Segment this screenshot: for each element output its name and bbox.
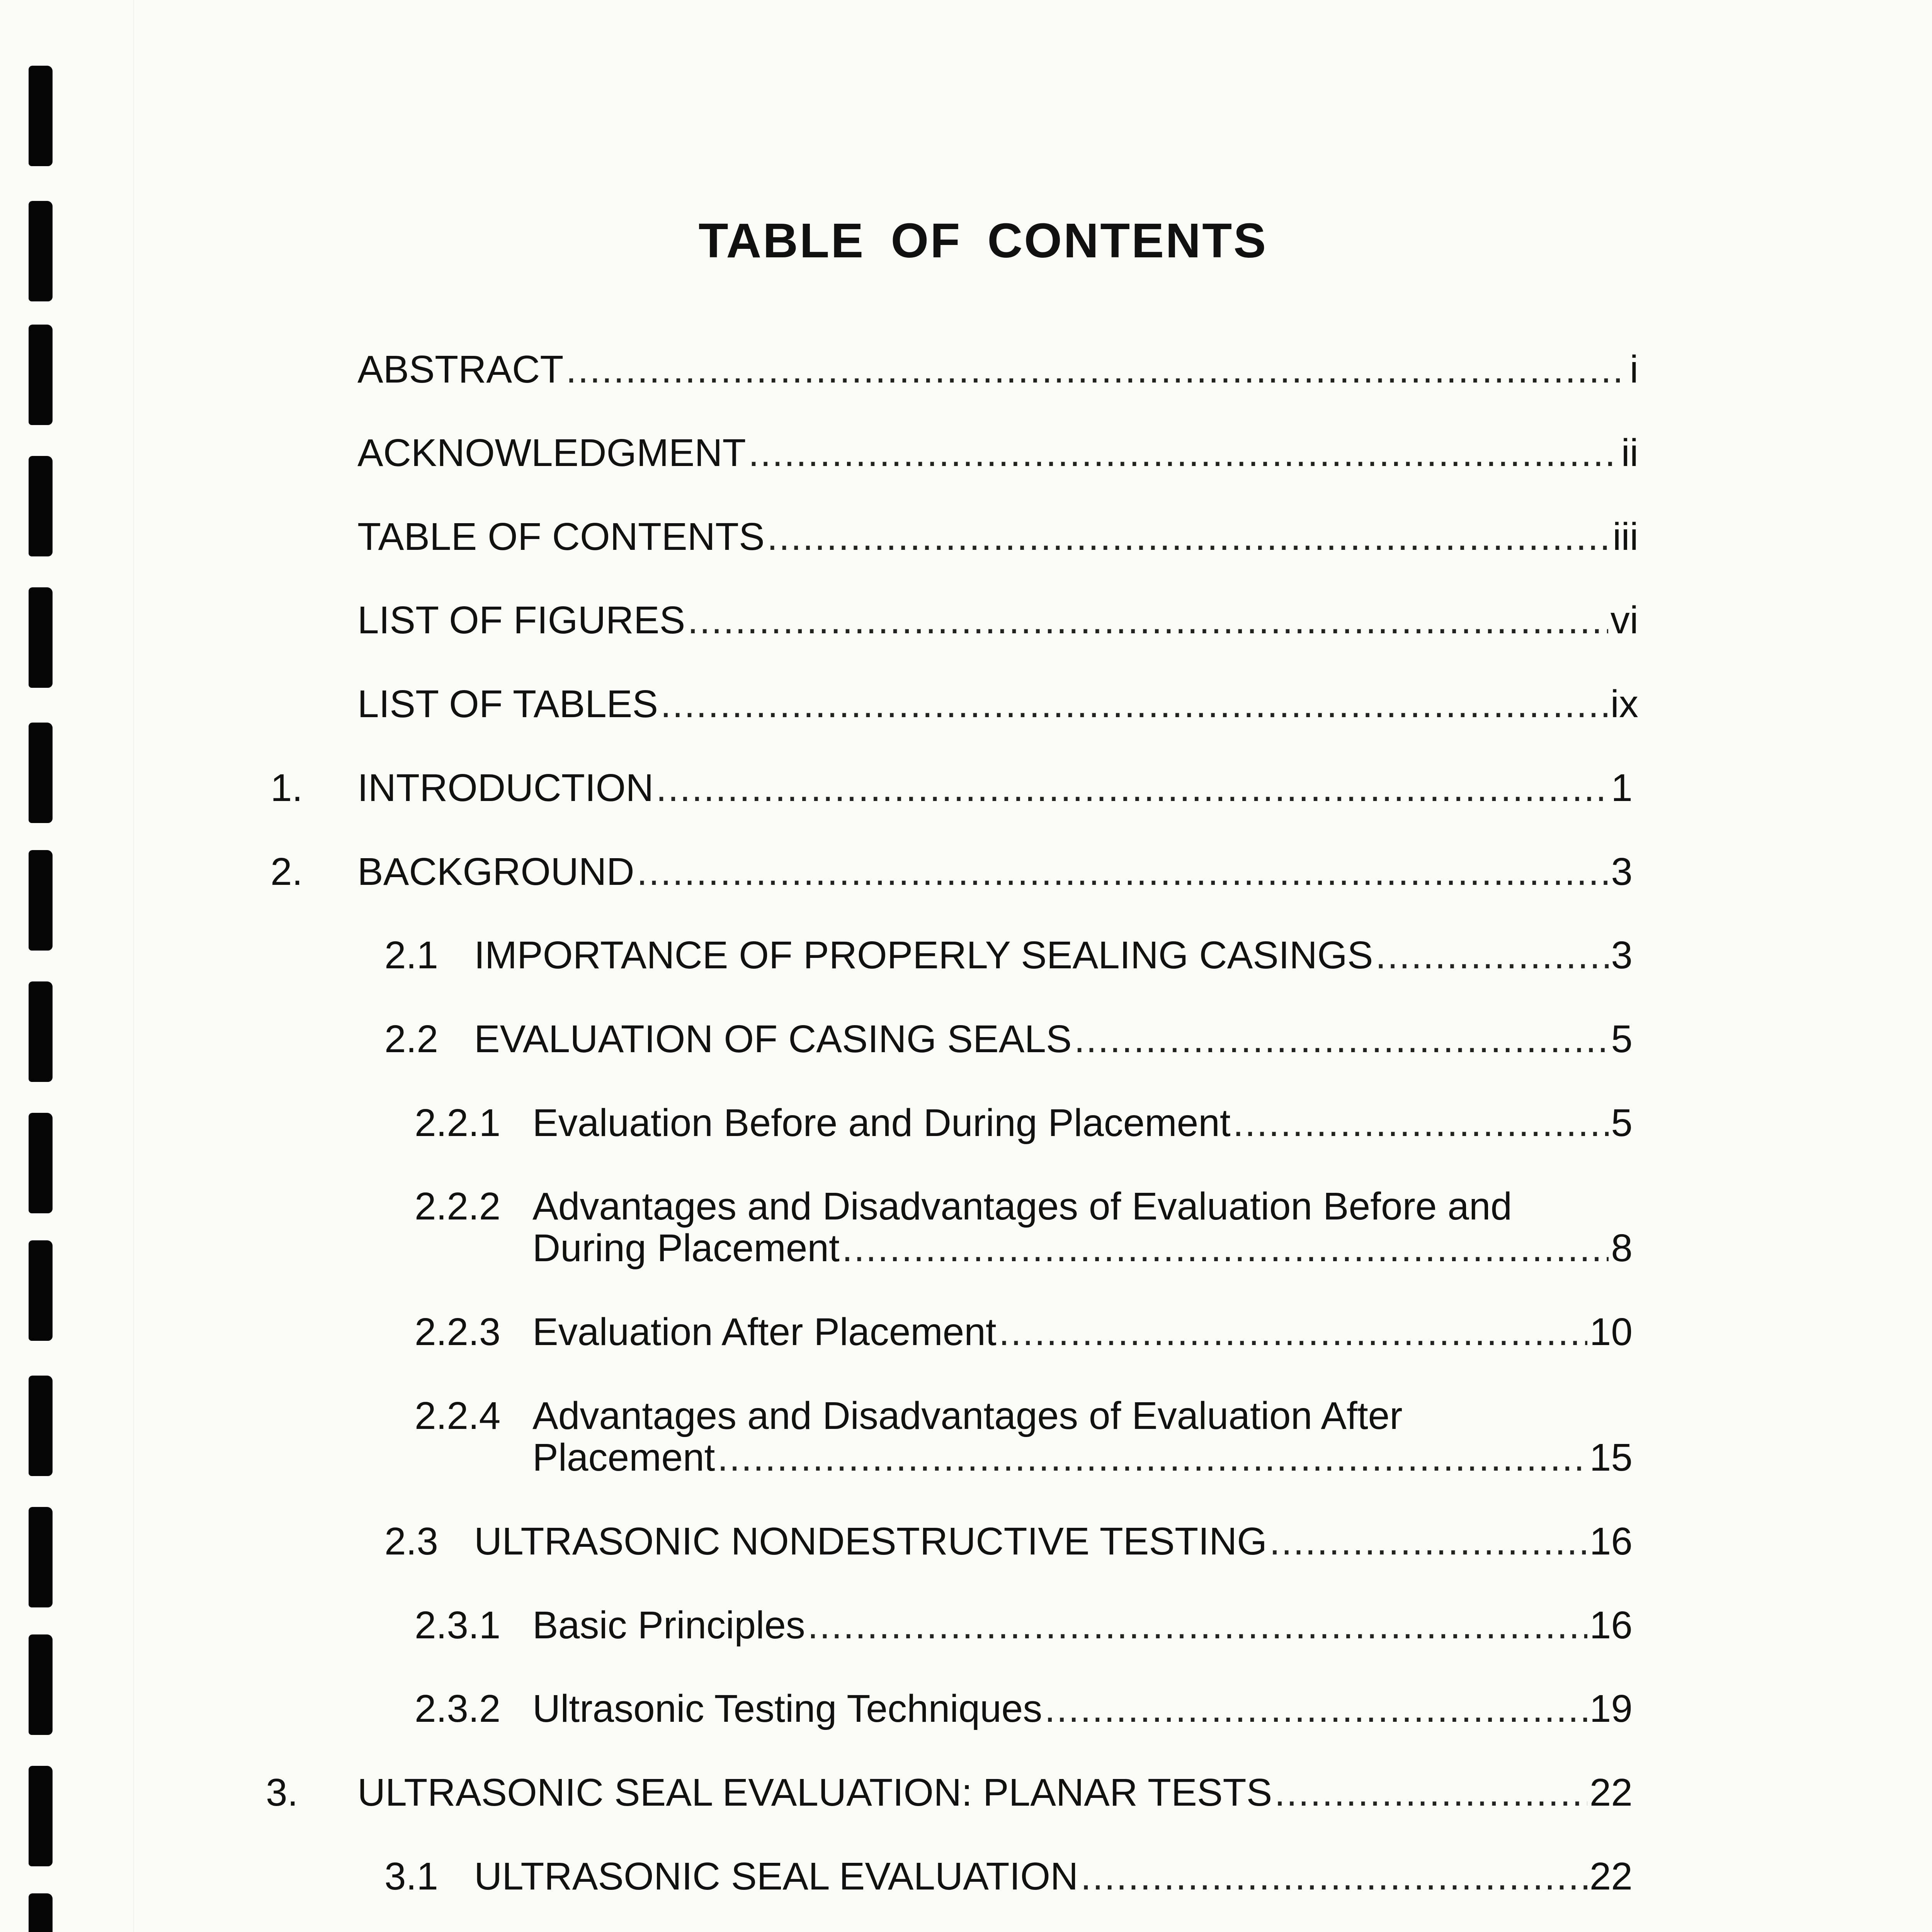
toc-entry-label: INTRODUCTION <box>357 766 654 810</box>
toc-entry-label: LIST OF TABLES <box>357 682 658 726</box>
binding-hole <box>29 981 53 1082</box>
dot-leader <box>842 1227 1609 1269</box>
toc-entry-label: Evaluation Before and During Placement <box>532 1101 1231 1145</box>
binding-hole <box>29 723 53 823</box>
toc-entry[interactable] <box>532 1311 1633 1353</box>
dot-leader <box>748 432 1619 474</box>
toc-entry-number: 2.2.1 <box>415 1101 501 1145</box>
toc-entry[interactable] <box>357 349 1638 390</box>
dot-leader <box>1269 1520 1587 1562</box>
toc-entry-label: Evaluation After Placement <box>532 1310 997 1354</box>
page-margin-line <box>133 0 134 1932</box>
toc-entry-page: 5 <box>1611 1101 1633 1145</box>
toc-entry-page: 22 <box>1589 1855 1633 1898</box>
toc-entry-page: 15 <box>1589 1436 1633 1479</box>
dot-leader <box>656 767 1609 809</box>
binding-holes <box>23 0 66 1932</box>
page-title: TABLE OF CONTENTS <box>698 213 1268 268</box>
toc-entry-page: 3 <box>1611 934 1633 977</box>
toc-entry-label: ULTRASONIC NONDESTRUCTIVE TESTING <box>474 1520 1267 1563</box>
dot-leader <box>717 1437 1587 1478</box>
toc-entry[interactable] <box>357 1772 1633 1813</box>
toc-entry-label: ABSTRACT <box>357 348 564 391</box>
toc-entry[interactable] <box>357 851 1633 893</box>
toc-entry-number: 2.3.2 <box>415 1687 501 1730</box>
dot-leader <box>1080 1855 1587 1897</box>
toc-entry-number: 1. <box>270 766 303 810</box>
toc-entry-page: 5 <box>1611 1017 1633 1061</box>
toc-entry[interactable] <box>532 1688 1633 1730</box>
dot-leader <box>1274 1772 1587 1813</box>
binding-hole <box>29 456 53 556</box>
toc-entry[interactable] <box>357 599 1638 641</box>
toc-entry-page: 3 <box>1611 850 1633 893</box>
toc-entry-number: 2.2.4 <box>415 1394 501 1437</box>
binding-hole <box>29 850 53 951</box>
dot-leader <box>767 516 1611 558</box>
toc-entry-label: Basic Principles <box>532 1604 805 1647</box>
binding-hole <box>29 1893 53 1932</box>
binding-hole <box>29 1634 53 1735</box>
dot-leader <box>637 851 1609 893</box>
binding-hole <box>29 1507 53 1607</box>
toc-entry-label: EVALUATION OF CASING SEALS <box>474 1017 1072 1061</box>
toc-entry[interactable] <box>357 432 1638 474</box>
toc-entry-number: 3. <box>266 1771 298 1814</box>
toc-entry-label: Placement <box>532 1436 715 1479</box>
toc-entry[interactable] <box>532 1604 1633 1646</box>
toc-entry-number: 2.2.2 <box>415 1185 501 1228</box>
toc-entry-number: 2.1 <box>384 934 439 977</box>
binding-hole <box>29 1766 53 1866</box>
binding-hole <box>29 1113 53 1213</box>
toc-entry-label: ULTRASONIC SEAL EVALUATION: PLANAR TESTS <box>357 1771 1272 1814</box>
toc-entry-label-line1: Advantages and Disadvantages of Evaluation After <box>532 1394 1403 1437</box>
toc-entry-number: 3.1 <box>384 1855 439 1898</box>
toc-entry-number: 2.2.3 <box>415 1310 501 1354</box>
dot-leader <box>1375 934 1609 976</box>
toc-entry[interactable] <box>357 516 1638 558</box>
toc-entry-page: 19 <box>1589 1687 1633 1730</box>
toc-entry-page: 1 <box>1611 766 1633 810</box>
toc-entry-page: 10 <box>1589 1310 1633 1354</box>
toc-entry[interactable] <box>532 1102 1633 1144</box>
binding-hole <box>29 587 53 688</box>
binding-hole <box>29 325 53 425</box>
dot-leader <box>999 1311 1587 1353</box>
toc-entry-number: 2.3 <box>384 1520 439 1563</box>
toc-entry[interactable] <box>474 1855 1633 1897</box>
toc-entry-number: 2. <box>270 850 303 893</box>
toc-entry-page: 16 <box>1589 1604 1633 1647</box>
toc-entry-page: 16 <box>1589 1520 1633 1563</box>
toc-entry-page: 22 <box>1589 1771 1633 1814</box>
toc-entry-page: ii <box>1621 431 1638 474</box>
dot-leader <box>687 599 1608 641</box>
dot-leader <box>1074 1018 1609 1060</box>
toc-entry-label: TABLE OF CONTENTS <box>357 515 765 558</box>
toc-entry-label-line1: Advantages and Disadvantages of Evaluation Before and <box>532 1185 1512 1228</box>
dot-leader <box>1044 1688 1587 1730</box>
toc-entry-page: ix <box>1610 682 1638 726</box>
dot-leader <box>1233 1102 1609 1144</box>
toc-entry[interactable] <box>357 683 1638 725</box>
toc-entry[interactable] <box>474 1018 1633 1060</box>
dot-leader <box>808 1604 1587 1646</box>
toc-entry-label: BACKGROUND <box>357 850 634 893</box>
toc-entry-label: During Placement <box>532 1226 840 1270</box>
binding-hole <box>29 1240 53 1341</box>
toc-entry[interactable] <box>357 767 1633 809</box>
dot-leader <box>660 683 1608 725</box>
toc-entry-number: 2.3.1 <box>415 1604 501 1647</box>
toc-entry-label: IMPORTANCE OF PROPERLY SEALING CASINGS <box>474 934 1373 977</box>
toc-entry-label: ACKNOWLEDGMENT <box>357 431 746 474</box>
dot-leader <box>566 349 1627 390</box>
toc-entry-label: LIST OF FIGURES <box>357 599 685 642</box>
toc-entry-number: 2.2 <box>384 1017 439 1061</box>
toc-entry[interactable] <box>532 1437 1633 1478</box>
toc-entry-page: i <box>1629 348 1638 391</box>
toc-entry-label: Ultrasonic Testing Techniques <box>532 1687 1043 1730</box>
binding-hole <box>29 66 53 166</box>
toc-entry[interactable] <box>474 1520 1633 1562</box>
toc-entry-page: vi <box>1610 599 1638 642</box>
toc-entry[interactable] <box>474 934 1633 976</box>
binding-hole <box>29 1376 53 1476</box>
toc-entry-label: ULTRASONIC SEAL EVALUATION <box>474 1855 1078 1898</box>
toc-entry[interactable] <box>532 1227 1633 1269</box>
toc-entry-page: iii <box>1612 515 1638 558</box>
toc-entry-page: 8 <box>1611 1226 1633 1270</box>
